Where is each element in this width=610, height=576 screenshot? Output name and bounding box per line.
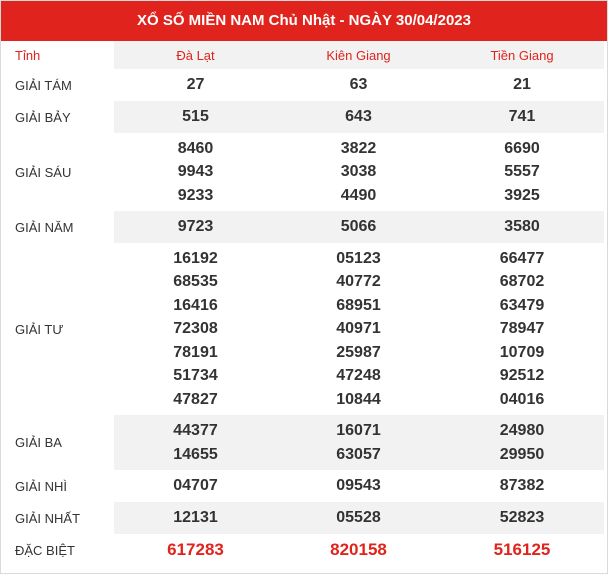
prize-label: GIẢI NHẤT	[6, 502, 114, 534]
result-number: 515	[182, 108, 209, 126]
result-number: 8460	[177, 139, 214, 157]
prize-label: ĐẶC BIỆT	[6, 534, 114, 566]
result-number: 66477	[499, 249, 545, 267]
result-cell	[114, 534, 277, 566]
result-number: 4490	[340, 186, 377, 204]
result-number: 40971	[336, 320, 381, 338]
result-number: 25987	[336, 343, 381, 361]
result-cell	[440, 211, 604, 243]
result-cell	[277, 211, 440, 243]
results-body	[6, 69, 604, 566]
result-cell	[277, 69, 440, 101]
result-cell	[114, 470, 277, 502]
result-cell	[440, 415, 604, 470]
province-tien-giang[interactable]: Tiền Giang	[440, 41, 604, 69]
result-number: 3822	[340, 139, 377, 157]
result-number: 09543	[336, 477, 381, 495]
result-number: 10844	[336, 390, 381, 408]
result-number: 5066	[340, 218, 377, 236]
result-number: 04707	[173, 477, 218, 495]
prize-label: GIẢI BA	[6, 415, 114, 470]
result-number: 44377	[173, 422, 218, 439]
result-number: 78947	[499, 320, 545, 338]
prize-row-nhat	[6, 502, 604, 534]
prize-label: GIẢI SÁU	[6, 133, 114, 211]
result-cell	[277, 101, 440, 133]
result-cell	[277, 133, 440, 211]
result-number: 63479	[499, 296, 545, 314]
result-cell	[114, 211, 277, 243]
prize-label: GIẢI TÁM	[6, 69, 114, 101]
result-number: 05528	[336, 509, 381, 527]
result-number: 3580	[504, 218, 540, 236]
result-number: 68702	[499, 273, 545, 291]
result-number: 72308	[173, 320, 218, 338]
result-cell	[440, 133, 604, 211]
province-header-label: Tỉnh	[15, 47, 41, 63]
result-cell	[277, 243, 440, 415]
result-cell	[440, 69, 604, 101]
result-number: 68535	[173, 273, 218, 291]
result-number: 87382	[499, 477, 545, 495]
result-number: 643	[345, 108, 372, 126]
province-da-lat[interactable]: Đà Lạt	[114, 41, 277, 69]
prize-row-nam	[6, 211, 604, 243]
result-cell	[440, 243, 604, 415]
result-number: 516125	[493, 540, 551, 560]
result-cell	[440, 470, 604, 502]
result-number: 3925	[504, 186, 540, 204]
header-row	[6, 41, 604, 69]
result-number: 68951	[336, 296, 381, 314]
result-cell	[440, 101, 604, 133]
result-number: 16071	[336, 422, 381, 439]
result-cell	[114, 243, 277, 415]
prize-row-sau	[6, 133, 604, 211]
result-cell	[114, 101, 277, 133]
result-number: 52823	[499, 509, 545, 527]
result-cell	[114, 415, 277, 470]
result-number: 6690	[504, 139, 540, 157]
result-number: 9233	[177, 186, 214, 204]
result-cell	[114, 133, 277, 211]
result-number: 9723	[177, 218, 214, 236]
result-cell	[277, 415, 440, 470]
result-number: 24980	[499, 422, 545, 439]
result-number: 78191	[173, 343, 218, 361]
result-number: 10709	[499, 343, 545, 361]
result-number: 21	[513, 76, 531, 94]
result-number: 9943	[177, 163, 214, 181]
result-cell	[440, 534, 604, 566]
prize-row-db	[6, 534, 604, 566]
result-number: 617283	[167, 540, 224, 560]
prize-row-tam	[6, 69, 604, 101]
result-number: 3038	[340, 163, 377, 181]
result-number: 16192	[173, 249, 218, 267]
prize-label: GIẢI TƯ	[6, 243, 114, 415]
result-number: 40772	[336, 273, 381, 291]
result-cell	[440, 502, 604, 534]
result-cell	[277, 470, 440, 502]
result-cell	[114, 69, 277, 101]
result-number: 47827	[173, 390, 218, 408]
page-title: XỔ SỐ MIỀN NAM Chủ Nhật - NGÀY 30/04/2023	[1, 1, 607, 41]
result-cell	[277, 534, 440, 566]
result-number: 27	[186, 76, 205, 94]
prize-row-tu	[6, 243, 604, 415]
result-number: 5557	[504, 163, 540, 181]
result-number: 92512	[499, 367, 545, 385]
result-number: 29950	[499, 445, 545, 463]
result-number: 741	[508, 108, 536, 126]
result-number: 14655	[173, 445, 218, 463]
result-number: 63	[349, 76, 368, 94]
result-number: 63057	[336, 445, 381, 463]
result-number: 04016	[499, 390, 545, 408]
result-number: 47248	[336, 367, 381, 385]
result-cell	[114, 502, 277, 534]
province-kien-giang[interactable]: Kiên Giang	[277, 41, 440, 69]
prize-label: GIẢI BẢY	[6, 101, 114, 133]
result-number: 12131	[173, 509, 218, 527]
result-number: 820158	[330, 540, 387, 560]
result-number: 51734	[173, 367, 218, 385]
result-cell	[277, 502, 440, 534]
results-table	[6, 41, 604, 566]
prize-label: GIẢI NHÌ	[6, 470, 114, 502]
prize-row-nhi	[6, 470, 604, 502]
prize-row-ba	[6, 415, 604, 470]
result-number: 05123	[336, 249, 381, 267]
prize-row-bay	[6, 101, 604, 133]
result-number: 16416	[173, 296, 218, 314]
prize-label: GIẢI NĂM	[6, 211, 114, 243]
